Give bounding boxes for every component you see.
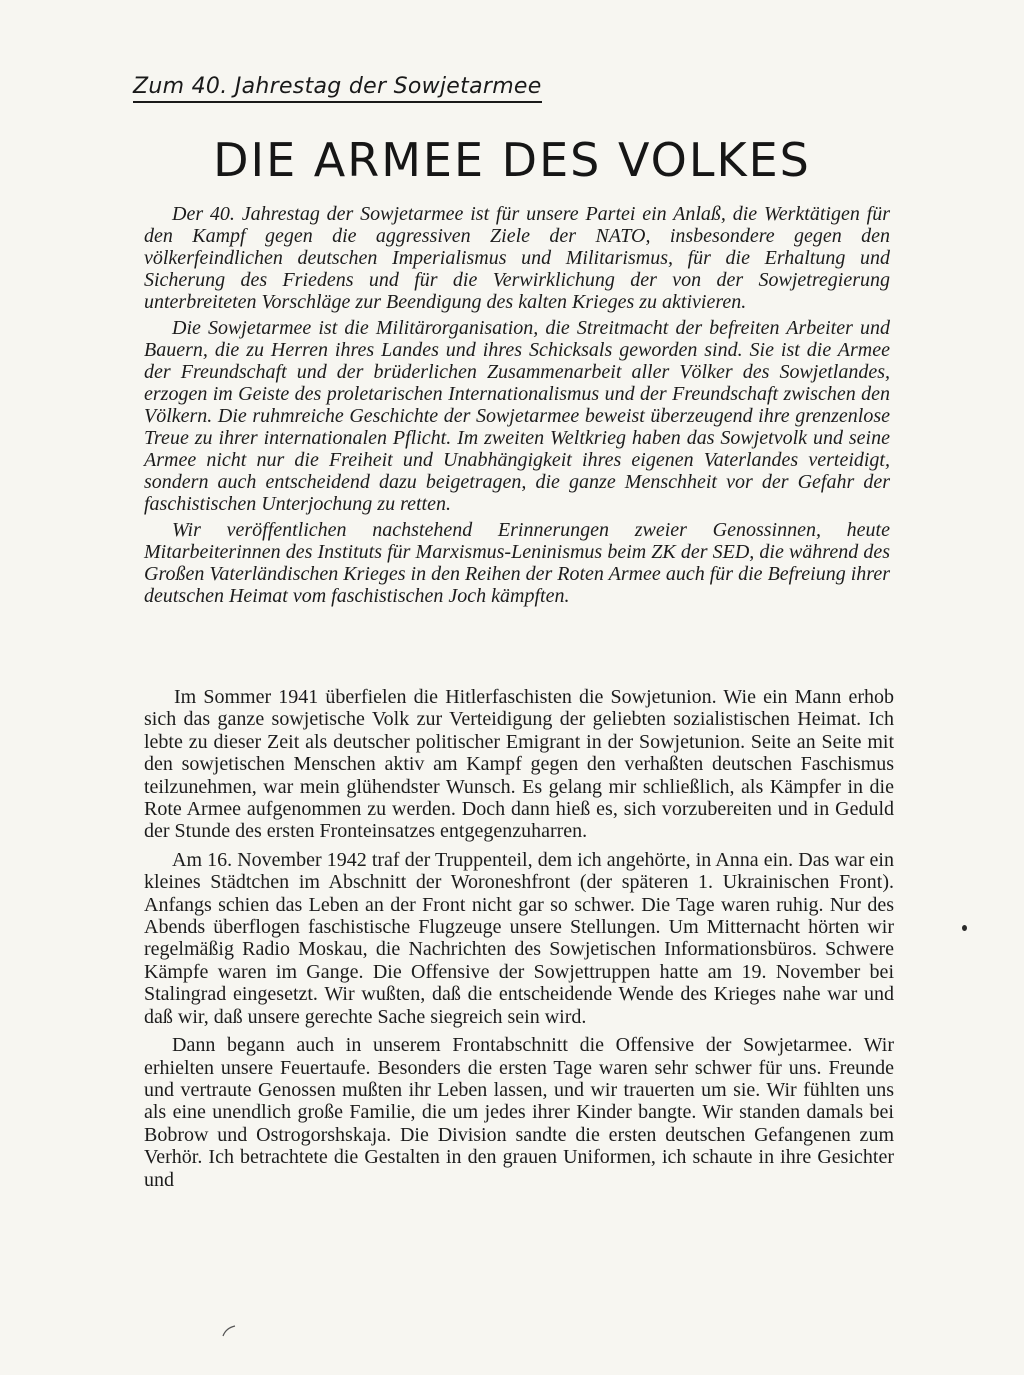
body-paragraph: Am 16. November 1942 traf der Truppenteil, dem ich angehörte, in Anna ein. Das war ein kleines Städtchen im Abschnitt der Woroneshfront (der späteren 1. Ukrainischen Front). Anfangs schien das Leben an der Front nicht gar so schwer. Die Tage waren ruhig. Nur des Abends überflogen faschistische Flugzeuge unsere Stellungen. Um Mitternacht hörten wir regelmäßig Radio Moskau, die Nachrichten des Sowjetischen Informationsbüros. Schwere Kämpfe waren im Gange. Die Offensive der Sowjettruppen hatte am 19. November bei Stalingrad eingesetzt. Wir wußten, daß die entscheidende Wende des Krieges nahe war und daß wir, daß unsere gerechte Sache siegreich sein wird.	[144, 848, 894, 1028]
intro-block	[144, 203, 890, 611]
article-body	[144, 686, 894, 1197]
body-paragraph: Im Sommer 1941 überfielen die Hitlerfaschisten die Sowjetunion. Wie ein Mann erhob sich das ganze sowjetische Volk zur Verteidigung der geliebten sozialistischen Heimat. Ich lebte zu dieser Zeit als deutscher politischer Emigrant in der Sowjetunion. Seite an Seite mit den sowjetischen Menschen aktiv am Kampf gegen den verhaßten deutschen Faschismus teilzunehmen, war mein glühendster Wunsch. Es gelang mir schließlich, als Kämpfer in die Rote Armee aufgenommen zu werden. Doch dann hieß es, sich vorzubereiten und in Geduld der Stunde des ersten Fronteinsatzes entgegenzuharren.	[144, 686, 894, 843]
body-paragraph: Dann begann auch in unserem Frontabschnitt die Offensive der Sowjetarmee. Wir erhielten unsere Feuertaufe. Besonders die ersten Tage waren sehr schwer für uns. Freunde und vertraute Genossen mußten ihr Leben lassen, und wir trauerten um sie. Wir fühlten uns als eine unendlich große Familie, die um jedes ihrer Kinder bangte. Wir standen damals bei Bobrow und Ostrogorshskaja. Die Division sandte die ersten deutschen Gefangenen zum Verhör. Ich betrachtete die Gestalten in den grauen Uniformen, ich schaute in ihre Gesichter und	[144, 1034, 894, 1191]
scan-mark	[222, 1325, 236, 1337]
intro-paragraph: Wir veröffentlichen nachstehend Erinnerungen zweier Genossinnen, heute Mitarbeiterinnen des Instituts für Marxismus-Leninismus beim ZK der SED, die während des Großen Vaterländischen Krieges in den Reihen der Roten Armee auch für die Befreiung ihrer deutschen Heimat vom faschistischen Joch kämpften.	[144, 519, 890, 607]
intro-paragraph: Die Sowjetarmee ist die Militärorganisation, die Streitmacht der befreiten Arbeiter und Bauern, die zu Herren ihres Landes und ihres Schicksals geworden sind. Sie ist die Armee der Freundschaft und der brüderlichen Zusammenarbeit aller Völker des Sowjetlandes, erzogen im Geiste des proletarischen Internationalismus und der Freundschaft zwischen den Völkern. Die ruhmreiche Geschichte der Sowjetarmee beweist überzeugend ihre grenzenlose Treue zu ihrer internationalen Pflicht. Im zweiten Weltkrieg haben das Sowjetvolk und seine Armee nicht nur die Freiheit und Unabhängigkeit ihres eigenen Vaterlandes verteidigt, sondern auch entscheidend dazu beigetragen, die ganze Menschheit vor der Gefahr der faschistischen Unterjochung zu retten.	[144, 317, 890, 515]
article-title: DIE ARMEE DES VOLKES	[213, 133, 811, 187]
intro-paragraph: Der 40. Jahrestag der Sowjetarmee ist für unsere Partei ein Anlaß, die Werktätigen für den Kampf gegen die aggressiven Ziele der NATO, insbesondere gegen den völkerfeindlichen deutschen Imperialismus und Militarismus, für die Erhaltung und Sicherung des Friedens und für die Verwirklichung der von der Sowjetregierung unterbreiteten Vorschläge zur Beendigung des kalten Krieges zu aktivieren.	[144, 203, 890, 313]
section-kicker: Zum 40. Jahrestag der Sowjetarmee	[133, 74, 542, 103]
scan-speck	[962, 925, 967, 931]
